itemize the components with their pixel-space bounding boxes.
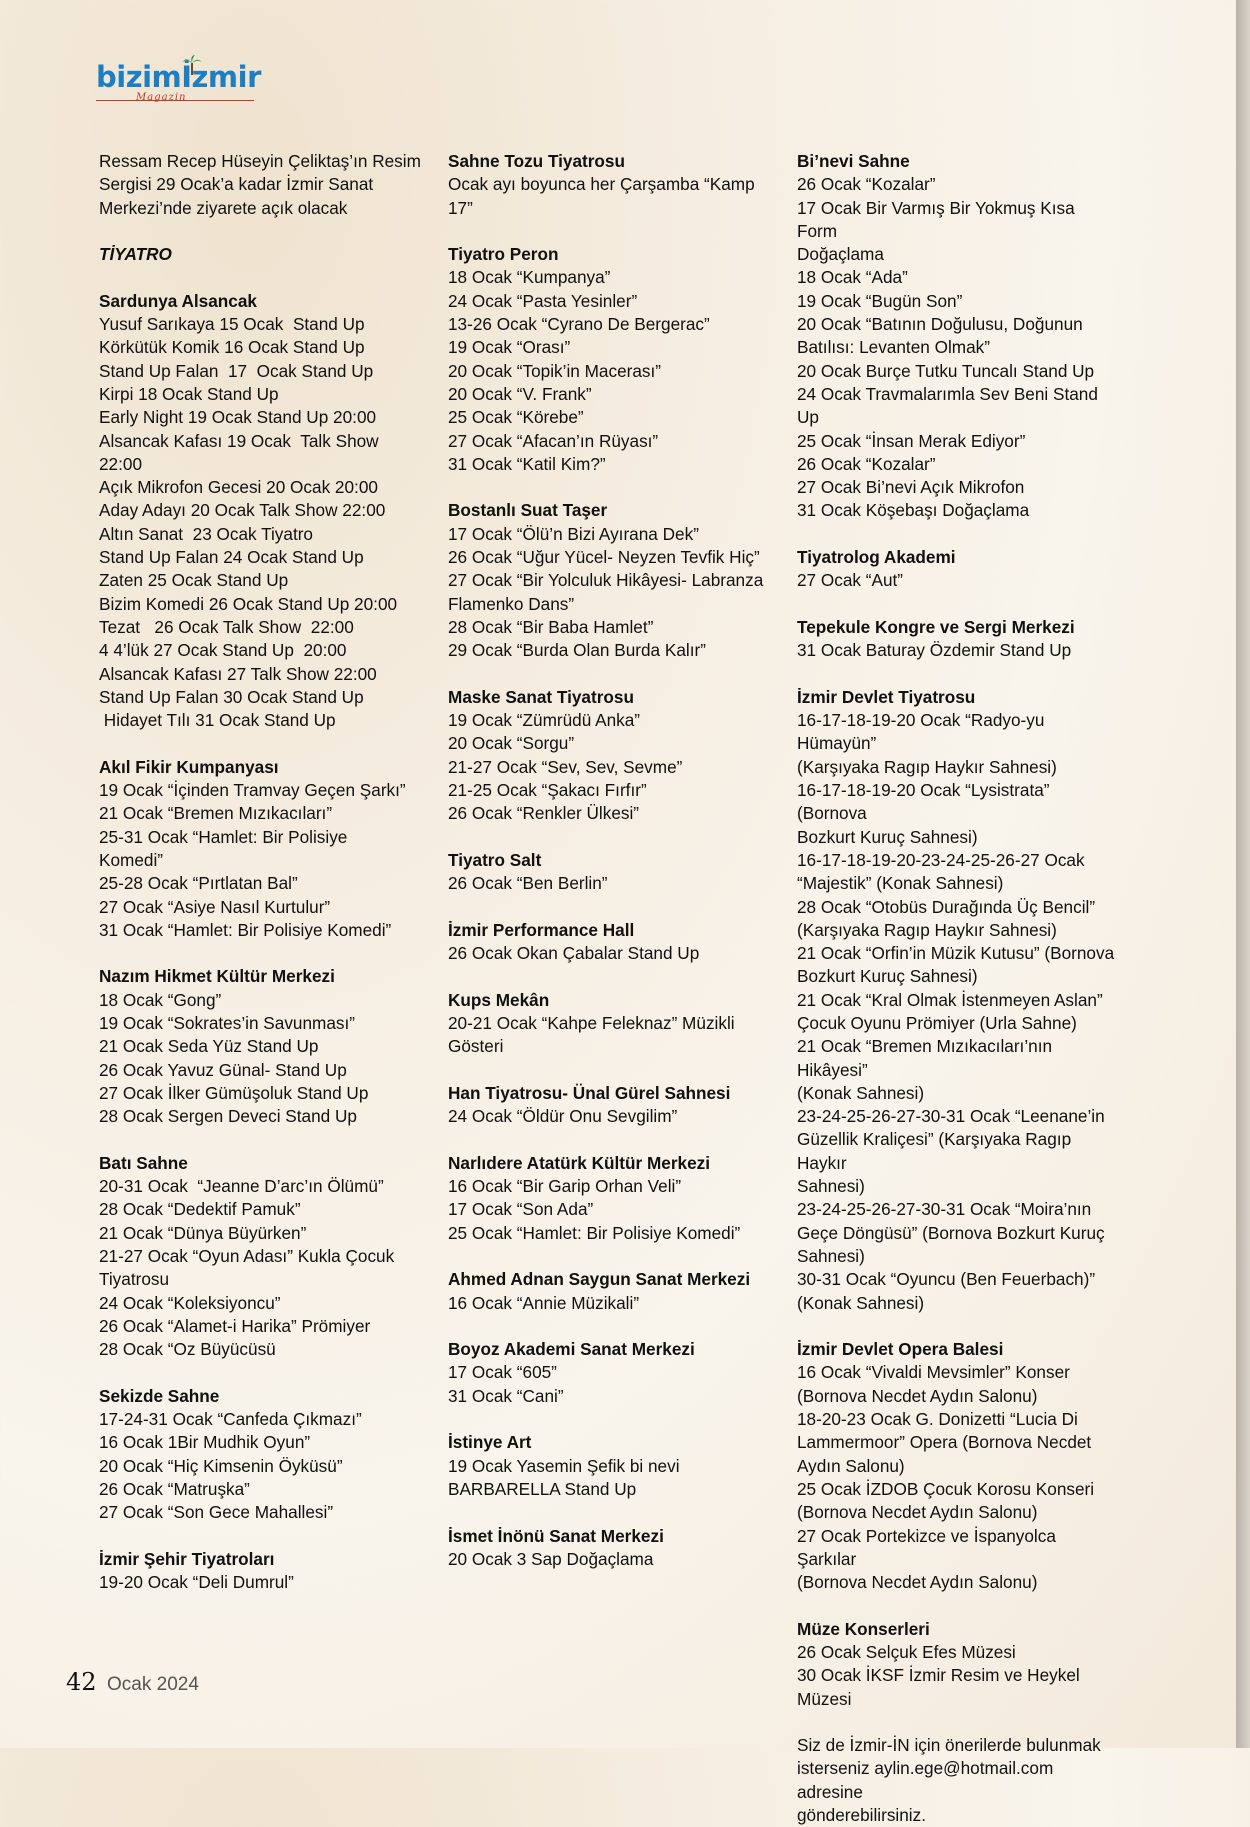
text-line: 21 Ocak “Orfin’in Müzik Kutusu” (Bornova (797, 943, 1115, 964)
section-heading: İzmir Devlet Opera Balesi (797, 1339, 1004, 1360)
text-line: 28 Ocak “Dedektif Pamuk” (99, 1199, 301, 1220)
blank-line (797, 1594, 1119, 1617)
text-line: 21-27 Ocak “Oyun Adası” Kukla Çocuk (99, 1245, 395, 1266)
text-line: 27 Ocak “Asiye Nasıl Kurtulur” (99, 896, 331, 917)
text-line: 20 Ocak “Batının Doğulusu, Doğunun (797, 314, 1083, 335)
blank-line (797, 1315, 1119, 1338)
text-line: 16 Ocak “Bir Garip Orhan Veli” (448, 1176, 682, 1197)
magazine-logo (96, 60, 266, 110)
section-heading: Han Tiyatrosu- Ünal Gürel Sahnesi (448, 1082, 731, 1103)
text-line: Müzesi (797, 1688, 852, 1709)
text-line: 31 Ocak Köşebaşı Doğaçlama (797, 500, 1030, 521)
text-line: 26 Ocak “Matruşka” (99, 1478, 250, 1499)
text-line: 20-31 Ocak “Jeanne D’arc’ın Ölümü” (99, 1176, 384, 1197)
section-heading: Batı Sahne (99, 1152, 188, 1173)
text-line: (Karşıyaka Ragıp Haykır Sahnesi) (797, 919, 1057, 940)
text-line: Sahnesi) (797, 1245, 865, 1266)
blank-line (448, 663, 770, 686)
text-line: 19 Ocak “Sokrates’in Savunması” (99, 1012, 356, 1033)
text-line: Ressam Recep Hüseyin Çeliktaş’ın Resim (99, 151, 421, 171)
text-line: 27 Ocak “Bir Yolculuk Hikâyesi- Labranza (448, 570, 764, 591)
text-line: 25-28 Ocak “Pırtlatan Bal” (99, 873, 298, 894)
text-line: Tezat 26 Ocak Talk Show 22:00 (99, 616, 354, 637)
text-line: 20 Ocak “V. Frank” (448, 383, 592, 404)
text-line: 26 Ocak “Alamet-i Harika” Prömiyer (99, 1315, 371, 1336)
text-line: Lammermoor” Opera (Bornova Necdet (797, 1432, 1092, 1453)
text-line: Aday Adayı 20 Ocak Talk Show 22:00 (99, 500, 386, 521)
text-line: Alsancak Kafası 27 Talk Show 22:00 (99, 663, 377, 684)
text-line: 28 Ocak “Oz Büyücüsü (99, 1339, 276, 1360)
blank-line (448, 1128, 770, 1151)
text-line: 27 Ocak “Aut” (797, 570, 904, 591)
blank-line (99, 1525, 421, 1548)
text-line: 19 Ocak “Orası” (448, 337, 571, 358)
text-line: 21 Ocak “Kral Olmak İstenmeyen Aslan” (797, 989, 1103, 1010)
text-line: Batılısı: Levanten Olmak” (797, 337, 990, 358)
text-line: 26 Ocak “Kozalar” (797, 174, 936, 195)
blank-line (448, 1408, 770, 1431)
text-line: 17 Ocak “Ölü’n Bizi Ayırana Dek” (448, 523, 699, 544)
blank-line (448, 220, 770, 243)
blank-line (448, 965, 770, 988)
text-line: Komedi” (99, 849, 163, 870)
blank-line (448, 1059, 770, 1082)
section-heading: İsmet İnönü Sanat Merkezi (448, 1525, 664, 1546)
text-line: Bozkurt Kuruç Sahnesi) (797, 966, 978, 987)
text-line: 19 Ocak Yasemin Şefik bi nevi (448, 1455, 680, 1476)
blank-line (99, 942, 421, 965)
text-line: 16 Ocak “Vivaldi Mevsimler” Konser (797, 1362, 1070, 1383)
text-line: Sergisi 29 Ocak’a kadar İzmir Sanat (99, 174, 374, 195)
blank-line (99, 1361, 421, 1384)
page-footer (66, 1668, 199, 1696)
text-line: 27 Ocak Portekizce ve İspanyolca Şarkılar (797, 1525, 1061, 1569)
text-line: 18 Ocak “Ada” (797, 267, 908, 288)
section-heading: Kups Mekân (448, 989, 550, 1010)
section-heading: Nazım Hikmet Kültür Merkezi (99, 966, 335, 987)
blank-line (99, 732, 421, 755)
text-line: 24 Ocak “Koleksiyoncu” (99, 1292, 281, 1313)
text-line: Bozkurt Kuruç Sahnesi) (797, 826, 978, 847)
blank-line (448, 1315, 770, 1338)
section-heading: Tiyatro Peron (448, 244, 559, 265)
text-line: Tiyatrosu (99, 1269, 170, 1290)
text-line: 24 Ocak “Öldür Onu Sevgilim” (448, 1106, 678, 1127)
section-heading: İzmir Devlet Tiyatrosu (797, 686, 976, 707)
text-line: Early Night 19 Ocak Stand Up 20:00 (99, 407, 377, 428)
text-line: Stand Up Falan 17 Ocak Stand Up (99, 360, 374, 381)
text-line: “Majestik” (Konak Sahnesi) (797, 873, 1004, 894)
text-line: 26 Ocak “Uğur Yücel- Neyzen Tevfik Hiç” (448, 547, 760, 568)
text-line: (Karşıyaka Ragıp Haykır Sahnesi) (797, 756, 1057, 777)
text-line: 16-17-18-19-20 Ocak “Lysistrata” (Bornova (797, 780, 1055, 824)
text-line: (Konak Sahnesi) (797, 1292, 925, 1313)
text-line: Açık Mikrofon Gecesi 20 Ocak 20:00 (99, 477, 378, 498)
text-line: 19 Ocak “Bugün Son” (797, 290, 963, 311)
section-heading: İzmir Şehir Tiyatroları (99, 1548, 275, 1569)
text-line: 23-24-25-26-27-30-31 Ocak “Moira’nın (797, 1199, 1092, 1220)
text-line: Merkezi’nde ziyarete açık olacak (99, 197, 348, 218)
text-line: 17 Ocak “Son Ada” (448, 1199, 594, 1220)
text-line: 21-25 Ocak “Şakacı Fırfır” (448, 780, 647, 801)
text-line: 25 Ocak “Hamlet: Bir Polisiye Komedi” (448, 1222, 741, 1243)
text-line: Siz de İzmir-İN için önerilerde bulunmak (797, 1735, 1101, 1756)
text-line: 31 Ocak “Cani” (448, 1385, 564, 1406)
text-line: 25 Ocak İZDOB Çocuk Korosu Konseri (797, 1478, 1095, 1499)
blank-line (448, 826, 770, 849)
text-line: Stand Up Falan 30 Ocak Stand Up (99, 686, 364, 707)
text-line: Çocuk Oyunu Prömiyer (Urla Sahne) (797, 1012, 1077, 1033)
logo-subtitle: Magazin (136, 92, 187, 103)
text-line: 26 Ocak “Kozalar” (797, 453, 936, 474)
text-line: 30 Ocak İKSF İzmir Resim ve Heykel (797, 1665, 1080, 1686)
text-line: 18 Ocak “Gong” (99, 989, 222, 1010)
section-heading: Bi’nevi Sahne (797, 151, 910, 171)
text-line: Bizim Komedi 26 Ocak Stand Up 20:00 (99, 593, 398, 614)
text-line: 16-17-18-19-20 Ocak “Radyo-yu Hümayün” (797, 710, 1050, 754)
text-line: 19-20 Ocak “Deli Dumrul” (99, 1572, 294, 1593)
text-line: 20 Ocak 3 Sap Doğaçlama (448, 1548, 654, 1569)
text-line: 25 Ocak “İnsan Merak Ediyor” (797, 430, 1026, 451)
blank-line (797, 1711, 1119, 1734)
text-line: 24 Ocak “Pasta Yesinler” (448, 290, 638, 311)
text-line: Stand Up Falan 24 Ocak Stand Up (99, 547, 364, 568)
text-line: Yusuf Sarıkaya 15 Ocak Stand Up (99, 314, 365, 335)
text-line: Zaten 25 Ocak Stand Up (99, 570, 289, 591)
section-heading: Narlıdere Atatürk Kültür Merkezi (448, 1152, 711, 1173)
text-line: Ocak ayı boyunca her Çarşamba “Kamp (448, 174, 755, 195)
text-line: 26 Ocak Okan Çabalar Stand Up (448, 943, 700, 964)
section-heading: Sekizde Sahne (99, 1385, 220, 1406)
text-line: 20 Ocak “Hiç Kimsenin Öyküsü” (99, 1455, 343, 1476)
text-line: 16 Ocak “Annie Müzikali” (448, 1292, 640, 1313)
text-line: Aydın Salonu) (797, 1455, 905, 1476)
text-line: Flamenko Dans” (448, 593, 575, 614)
text-line: 21 Ocak “Dünya Büyürken” (99, 1222, 307, 1243)
page-number: 42 (66, 1668, 97, 1696)
text-line: isterseniz aylin.ege@hotmail.com adresine (797, 1758, 1059, 1802)
text-line: 18-20-23 Ocak G. Donizetti “Lucia Di (797, 1409, 1078, 1430)
page-edge-band (1236, 0, 1250, 1748)
text-line: 17-24-31 Ocak “Canfeda Çıkmazı” (99, 1409, 362, 1430)
section-heading: Tiyatrolog Akademi (797, 547, 956, 568)
section-heading: Tiyatro Salt (448, 849, 542, 870)
text-line: 27 Ocak “Son Gece Mahallesi” (99, 1502, 334, 1523)
blank-line (99, 1128, 421, 1151)
blank-line (99, 266, 421, 289)
text-line: 25-31 Ocak “Hamlet: Bir Polisiye (99, 826, 348, 847)
text-line: (Bornova Necdet Aydın Salonu) (797, 1572, 1038, 1593)
blank-line (797, 523, 1119, 546)
blank-line (448, 896, 770, 919)
text-line: 4 4’lük 27 Ocak Stand Up 20:00 (99, 640, 347, 661)
section-heading: Tepekule Kongre ve Sergi Merkezi (797, 616, 1075, 637)
section-heading: İstinye Art (448, 1432, 532, 1453)
text-line: Alsancak Kafası 19 Ocak Talk Show (99, 430, 379, 451)
text-line: 27 Ocak “Afacan’ın Rüyası” (448, 430, 659, 451)
text-line: 22:00 (99, 453, 143, 474)
text-line: gönderebilirsiniz. (797, 1805, 926, 1826)
text-line: 20-21 Ocak “Kahpe Feleknaz” Müzikli (448, 1012, 735, 1033)
text-line: 17 Ocak Bir Varmış Bir Yokmuş Kısa Form (797, 197, 1080, 241)
section-heading: İzmir Performance Hall (448, 919, 635, 940)
text-line: 28 Ocak “Bir Baba Hamlet” (448, 616, 654, 637)
text-line: 26 Ocak Yavuz Günal- Stand Up (99, 1059, 347, 1080)
section-heading: Sardunya Alsancak (99, 290, 257, 311)
text-line: 17 Ocak “605” (448, 1362, 557, 1383)
text-line: 31 Ocak Baturay Özdemir Stand Up (797, 640, 1072, 661)
logo-text: bizimİzmir (96, 60, 261, 94)
text-line: 26 Ocak “Ben Berlin” (448, 873, 608, 894)
text-line: 23-24-25-26-27-30-31 Ocak “Leenane’in (797, 1106, 1105, 1127)
palm-tree-icon (181, 54, 203, 76)
section-heading: Bostanlı Suat Taşer (448, 500, 608, 521)
text-line: 21 Ocak Seda Yüz Stand Up (99, 1036, 319, 1057)
text-line: Gösteri (448, 1036, 504, 1057)
section-heading: Ahmed Adnan Saygun Sanat Merkezi (448, 1269, 751, 1290)
text-line: Kirpi 18 Ocak Stand Up (99, 383, 279, 404)
blank-line (797, 593, 1119, 616)
text-line: (Bornova Necdet Aydın Salonu) (797, 1385, 1038, 1406)
text-line: 31 Ocak “Hamlet: Bir Polisiye Komedi” (99, 919, 392, 940)
text-line: Altın Sanat 23 Ocak Tiyatro (99, 523, 313, 544)
text-line: 19 Ocak “İçinden Tramvay Geçen Şarkı” (99, 780, 406, 801)
blank-line (448, 1501, 770, 1524)
text-line: 29 Ocak “Burda Olan Burda Kalır” (448, 640, 706, 661)
text-line: 18 Ocak “Kumpanya” (448, 267, 611, 288)
blank-line (99, 220, 421, 243)
text-line: 16 Ocak 1Bir Mudhik Oyun” (99, 1432, 311, 1453)
blank-line (797, 663, 1119, 686)
section-heading: Müze Konserleri (797, 1618, 930, 1639)
text-line: Geçe Döngüsü” (Bornova Bozkurt Kuruç (797, 1222, 1105, 1243)
text-line: Doğaçlama (797, 244, 884, 265)
text-line: 24 Ocak Travmalarımla Sev Beni Stand Up (797, 383, 1103, 428)
text-line: 26 Ocak Selçuk Efes Müzesi (797, 1642, 1016, 1662)
section-heading: Akıl Fikir Kumpanyası (99, 756, 279, 777)
text-line: 30-31 Ocak “Oyuncu (Ben Feuerbach)” (797, 1269, 1096, 1290)
section-heading: Sahne Tozu Tiyatrosu (448, 151, 625, 171)
text-line: 28 Ocak Sergen Deveci Stand Up (99, 1106, 357, 1127)
blank-line (448, 1245, 770, 1268)
text-line: 16-17-18-19-20-23-24-25-26-27 Ocak (797, 849, 1085, 870)
text-line: 17” (448, 197, 473, 218)
text-line: 25 Ocak “Körebe” (448, 407, 584, 428)
text-line: 31 Ocak “Katil Kim?” (448, 453, 606, 474)
text-line: (Konak Sahnesi) (797, 1082, 925, 1103)
text-column-3 (797, 150, 1119, 1827)
text-line: 20 Ocak “Topik’in Macerası” (448, 360, 662, 381)
issue-date: Ocak 2024 (107, 1674, 199, 1695)
text-line: 21 Ocak “Bremen Mızıkacıları’nın Hikâyesi” (797, 1036, 1057, 1080)
text-line: 27 Ocak Bi’nevi Açık Mikrofon (797, 477, 1025, 498)
text-line: 19 Ocak “Zümrüdü Anka” (448, 710, 641, 731)
text-line: Güzellik Kraliçesi” (Karşıyaka Ragıp Haykır (797, 1129, 1076, 1173)
text-line: Körkütük Komik 16 Ocak Stand Up (99, 337, 365, 358)
text-column-2 (448, 150, 770, 1571)
text-column-1 (99, 150, 421, 1594)
text-line: (Bornova Necdet Aydın Salonu) (797, 1502, 1038, 1523)
text-line: Sahnesi) (797, 1176, 865, 1197)
text-line: 20 Ocak “Sorgu” (448, 733, 575, 754)
section-heading: Boyoz Akademi Sanat Merkezi (448, 1339, 695, 1360)
text-line: 13-26 Ocak “Cyrano De Bergerac” (448, 314, 710, 335)
text-line: 28 Ocak “Otobüs Durağında Üç Bencil” (797, 896, 1096, 917)
text-line: 21 Ocak “Bremen Mızıkacıları” (99, 803, 333, 824)
blank-line (448, 476, 770, 499)
text-line: 26 Ocak “Renkler Ülkesi” (448, 803, 640, 824)
section-heading: TİYATRO (99, 244, 172, 265)
text-line: BARBARELLA Stand Up (448, 1478, 637, 1499)
section-heading: Maske Sanat Tiyatrosu (448, 686, 634, 707)
text-line: 27 Ocak İlker Gümüşoluk Stand Up (99, 1082, 369, 1103)
text-line: 21-27 Ocak “Sev, Sev, Sevme” (448, 756, 683, 777)
text-line: 20 Ocak Burçe Tutku Tuncalı Stand Up (797, 360, 1095, 381)
text-line: Hidayet Tılı 31 Ocak Stand Up (99, 710, 336, 731)
